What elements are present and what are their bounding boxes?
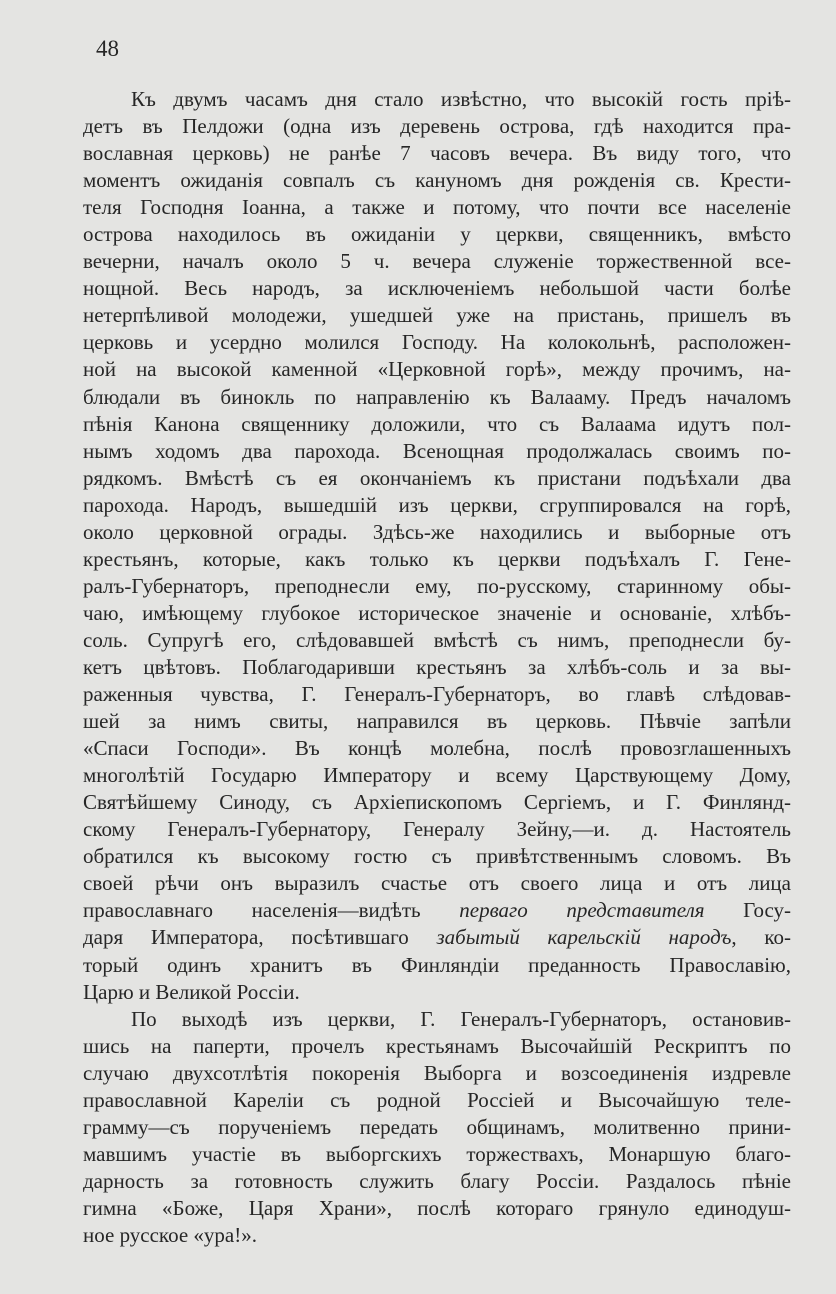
text-segment: моментъ ожиданія совпалъ съ кануномъ дня рожденія св. Крести- bbox=[83, 168, 791, 193]
text-line bbox=[83, 546, 791, 573]
text-segment: своей рѣчи онъ выразилъ счастье отъ своего лица и отъ лица bbox=[83, 871, 791, 896]
text-line bbox=[83, 816, 791, 843]
text-segment: блюдали въ бинокль по направленію къ Валааму. Предъ началомъ bbox=[83, 384, 791, 409]
text-line bbox=[83, 1006, 791, 1033]
text-segment: обратился къ высокому гостю съ привѣтственнымъ словомъ. Въ bbox=[83, 844, 791, 869]
text-segment: , ко- bbox=[731, 925, 791, 950]
text-line bbox=[83, 843, 791, 870]
text-line bbox=[83, 870, 791, 897]
text-segment: нымъ ходомъ два парохода. Всенощная продолжалась своимъ по- bbox=[83, 438, 791, 463]
text-segment: ралъ-Губернаторъ, преподнесли ему, по-русскому, старинному обы- bbox=[83, 573, 791, 598]
text-segment: Госу- bbox=[704, 898, 791, 923]
text-line bbox=[83, 952, 791, 979]
text-line bbox=[83, 924, 791, 951]
text-segment: Къ двумъ часамъ дня стало извѣстно, что высокій гость пріѣ- bbox=[131, 87, 791, 111]
text-segment: детъ въ Пелдожи (одна изъ деревень острова, гдѣ находится пра- bbox=[83, 114, 791, 139]
text-segment: около церковной ограды. Здѣсь-же находились и выборные отъ bbox=[83, 519, 791, 544]
text-segment: шись на паперти, прочелъ крестьянамъ Высочайшій Рескриптъ по bbox=[83, 1033, 791, 1058]
text-line bbox=[83, 411, 791, 438]
text-segment: ное русское «ура!». bbox=[83, 1222, 257, 1247]
text-segment: Царю и Великой Россіи. bbox=[83, 979, 300, 1004]
text-segment: православнаго населенія—видѣть bbox=[83, 898, 460, 923]
text-segment: теля Господня Іоанна, а также и потому, что почти все населеніе bbox=[83, 195, 791, 220]
text-line bbox=[83, 897, 791, 924]
text-segment: пѣнія Канона священнику доложили, что съ Валаама идутъ пол- bbox=[83, 411, 791, 436]
text-segment: рядкомъ. Вмѣстѣ съ ея окончаніемъ къ пристани подъѣхали два bbox=[83, 465, 791, 490]
text-segment: раженныя чувства, Г. Генералъ-Губернаторъ, во главѣ слѣдовав- bbox=[83, 682, 791, 707]
text-segment: церковь и усердно молился Господу. На колокольнѣ, расположен- bbox=[83, 330, 791, 355]
text-segment: дарность за готовность служить благу Россіи. Раздалось пѣніе bbox=[83, 1168, 791, 1193]
paragraph bbox=[83, 1006, 791, 1249]
text-line bbox=[83, 1033, 791, 1060]
text-segment: чаю, имѣющему глубокое историческое значеніе и основаніе, хлѣбъ- bbox=[83, 600, 791, 625]
text-segment: кетъ цвѣтовъ. Поблагодаривши крестьянъ за хлѣбъ-соль и за вы- bbox=[83, 654, 791, 679]
text-line bbox=[83, 519, 791, 546]
body-text bbox=[83, 86, 791, 1249]
text-line bbox=[83, 329, 791, 356]
text-line bbox=[83, 113, 791, 140]
text-segment: острова находилось въ ожиданіи у церкви, священникъ, вмѣсто bbox=[83, 222, 791, 247]
text-line bbox=[83, 1060, 791, 1087]
text-segment: торый одинъ хранитъ въ Финляндіи преданность Православію, bbox=[83, 952, 791, 977]
text-line bbox=[83, 627, 791, 654]
text-line bbox=[83, 762, 791, 789]
paragraph bbox=[83, 86, 791, 1006]
text-segment: скому Генералъ-Губернатору, Генералу Зейну,—и. д. Настоятель bbox=[83, 817, 791, 842]
text-line bbox=[83, 221, 791, 248]
text-line bbox=[83, 1087, 791, 1114]
text-line bbox=[83, 275, 791, 302]
text-line bbox=[83, 573, 791, 600]
text-line bbox=[83, 979, 791, 1006]
text-line bbox=[83, 302, 791, 329]
text-segment: нетерпѣливой молодежи, ушедшей уже на пристань, пришелъ въ bbox=[83, 303, 791, 328]
text-line bbox=[83, 1168, 791, 1195]
text-line bbox=[83, 384, 791, 411]
italic-emphasis: перваго представителя bbox=[459, 898, 705, 923]
text-segment: крестьянъ, которые, какъ только къ церкви подъѣхалъ Г. Гене- bbox=[83, 546, 791, 571]
text-segment: случаю двухсотлѣтія покоренія Выборга и возсоединенія издревле bbox=[83, 1060, 791, 1085]
text-line bbox=[83, 654, 791, 681]
text-segment: шей за нимъ свиты, направился въ церковь. Пѣвчіе запѣли bbox=[83, 709, 791, 734]
text-segment: нощной. Весь народъ, за исключеніемъ небольшой части болѣе bbox=[83, 276, 791, 301]
text-segment: гимна «Боже, Царя Храни», послѣ котораго грянуло единодуш- bbox=[83, 1195, 791, 1220]
text-line bbox=[83, 708, 791, 735]
italic-emphasis: забытый карельскій народъ bbox=[436, 925, 732, 950]
text-line bbox=[83, 194, 791, 221]
text-line bbox=[83, 167, 791, 194]
text-segment: мавшимъ участіе въ выборгскихъ торжествахъ, Монаршую благо- bbox=[83, 1141, 791, 1166]
text-segment: православной Кареліи съ родной Россіей и Высочайшую теле- bbox=[83, 1087, 791, 1112]
text-line bbox=[83, 735, 791, 762]
text-line bbox=[83, 140, 791, 167]
text-line bbox=[83, 681, 791, 708]
text-line bbox=[83, 789, 791, 816]
text-segment: «Спаси Господи». Въ концѣ молебна, послѣ провозглашенныхъ bbox=[83, 736, 791, 761]
text-segment: грамму—съ порученіемъ передать общинамъ, молитвенно прини- bbox=[83, 1114, 791, 1139]
text-segment: даря Императора, посѣтившаго bbox=[83, 925, 437, 950]
text-segment: вославная церковь) не ранѣе 7 часовъ вечера. Въ виду того, что bbox=[83, 141, 791, 166]
text-segment: многолѣтій Государю Императору и всему Царствующему Дому, bbox=[83, 763, 791, 788]
text-segment: Святѣйшему Синоду, съ Архіепископомъ Сергіемъ, и Г. Финлянд- bbox=[83, 790, 791, 815]
text-segment: соль. Супругѣ его, слѣдовавшей вмѣстѣ съ нимъ, преподнесли бу- bbox=[83, 627, 791, 652]
text-line bbox=[83, 492, 791, 519]
text-line bbox=[83, 86, 791, 113]
text-line bbox=[83, 438, 791, 465]
page-number: 48 bbox=[96, 36, 119, 61]
text-segment: ной на высокой каменной «Церковной горѣ», между прочимъ, на- bbox=[83, 357, 791, 382]
text-line bbox=[83, 1195, 791, 1222]
text-line bbox=[83, 1141, 791, 1168]
text-segment: По выходѣ изъ церкви, Г. Генералъ-Губернаторъ, остановив- bbox=[131, 1006, 791, 1031]
text-segment: вечерни, началъ около 5 ч. вечера служеніе торжественной все- bbox=[83, 249, 791, 274]
text-line bbox=[83, 600, 791, 627]
text-line bbox=[83, 465, 791, 492]
text-line bbox=[83, 1114, 791, 1141]
text-line bbox=[83, 356, 791, 383]
text-line bbox=[83, 1222, 791, 1249]
text-segment: парохода. Народъ, вышедшій изъ церкви, сгруппировался на горѣ, bbox=[83, 492, 791, 517]
text-line bbox=[83, 248, 791, 275]
